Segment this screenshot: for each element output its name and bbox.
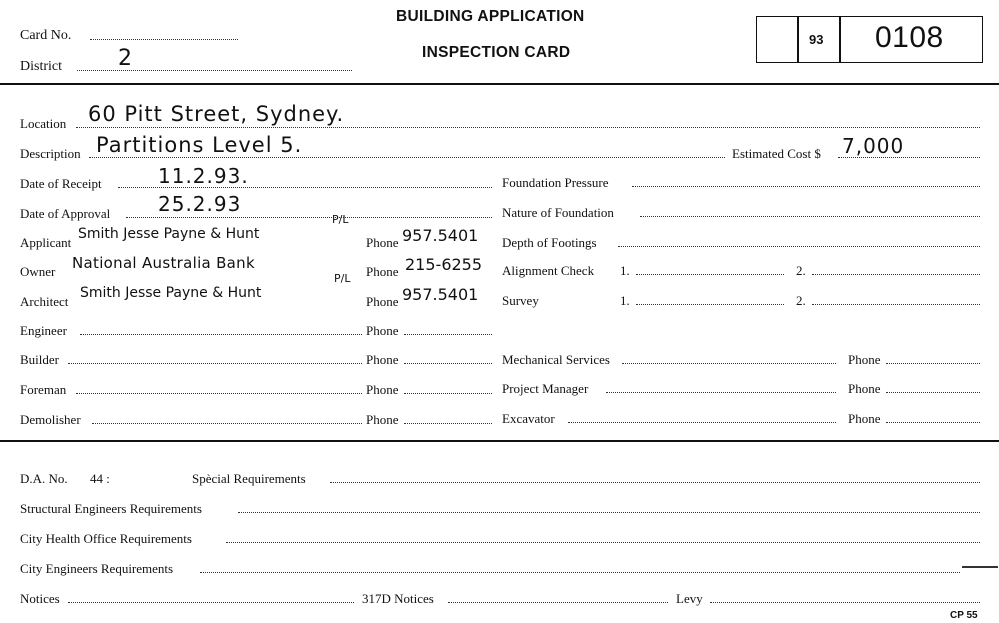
special-requirements-line	[330, 482, 980, 483]
foundation-pressure-line	[632, 186, 980, 187]
applicant-value: Smith Jesse Payne & Hunt	[78, 226, 260, 242]
alignment-check-1-label: 1.	[620, 263, 630, 278]
box-number: 0108	[875, 21, 944, 54]
description-label: Description	[20, 146, 81, 161]
alignment-check-1-line	[636, 274, 784, 275]
district-label: District	[20, 59, 62, 74]
description-line	[89, 157, 725, 158]
city-engineers-requirements-label: City Engineers Requirements	[20, 561, 174, 576]
health-requirements-label: City Health Office Requirements	[20, 531, 192, 546]
location-value: 60 Pitt Street, Sydney.	[88, 102, 345, 126]
project-manager-phone-label: Phone	[848, 381, 881, 396]
notices-317d-label: 317D Notices	[362, 591, 434, 606]
title-line-2: INSPECTION CARD	[422, 44, 571, 61]
date-approval-value: 25.2.93	[158, 192, 242, 216]
health-requirements-line	[226, 542, 980, 543]
levy-label: Levy	[676, 591, 703, 606]
location-line	[76, 127, 980, 128]
date-approval-line	[126, 217, 492, 218]
mechanical-phone-label: Phone	[848, 352, 881, 367]
mechanical-line	[622, 363, 836, 364]
divider-bottom	[0, 440, 999, 442]
alignment-check-2-label: 2.	[796, 263, 806, 278]
mechanical-phone-line	[886, 363, 980, 364]
alignment-check-2-line	[812, 274, 980, 275]
card-no-line	[90, 39, 238, 40]
demolisher-phone-line	[404, 423, 492, 424]
nature-foundation-line	[640, 216, 980, 217]
description-value: Partitions Level 5.	[96, 133, 303, 157]
levy-line	[710, 602, 980, 603]
notices-line	[68, 602, 354, 603]
date-approval-label: Date of Approval	[20, 206, 111, 221]
project-manager-line	[606, 392, 836, 393]
alignment-check-label: Alignment Check	[502, 263, 595, 278]
survey-1-line	[636, 304, 784, 305]
architect-phone-value: 957.5401	[402, 285, 479, 304]
architect-phone-label: Phone	[366, 294, 399, 309]
box-divider-2	[839, 17, 841, 62]
district-value: 2	[118, 46, 133, 71]
architect-value: Smith Jesse Payne & Hunt	[80, 285, 262, 301]
excavator-line	[568, 422, 836, 423]
box-divider-1	[797, 17, 799, 62]
demolisher-label: Demolisher	[20, 412, 81, 427]
title-line-1: BUILDING APPLICATION	[396, 8, 585, 25]
survey-2-line	[812, 304, 980, 305]
structural-requirements-label: Structural Engineers Requirements	[20, 501, 202, 516]
owner-phone-label: Phone	[366, 264, 399, 279]
foreman-label: Foreman	[20, 382, 67, 397]
depth-footings-line	[618, 246, 980, 247]
card-no-label: Card No.	[20, 28, 72, 43]
architect-note: P/L	[334, 272, 351, 285]
card-number-box	[756, 16, 983, 63]
survey-1-label: 1.	[620, 293, 630, 308]
demolisher-line	[92, 423, 362, 424]
excavator-label: Excavator	[502, 411, 555, 426]
owner-label: Owner	[20, 264, 56, 279]
notices-317d-line	[448, 602, 668, 603]
foundation-pressure-label: Foundation Pressure	[502, 175, 609, 190]
applicant-label: Applicant	[20, 235, 72, 250]
excavator-phone-label: Phone	[848, 411, 881, 426]
da-no-label: D.A. No.	[20, 471, 68, 486]
architect-label: Architect	[20, 294, 69, 309]
divider-top	[0, 83, 999, 85]
margin-mark	[962, 566, 998, 568]
form-code: CP 55	[950, 610, 978, 621]
engineer-phone-label: Phone	[366, 323, 399, 338]
owner-phone-value: 215-6255	[405, 255, 483, 274]
special-requirements-label: Spècial Requirements	[192, 471, 306, 486]
engineer-phone-line	[404, 334, 492, 335]
da-no-value: 44 :	[90, 471, 110, 486]
estimated-cost-label: Estimated Cost $	[732, 146, 821, 161]
builder-label: Builder	[20, 352, 59, 367]
builder-line	[68, 363, 362, 364]
foreman-phone-line	[404, 393, 492, 394]
owner-value: National Australia Bank	[72, 254, 255, 272]
survey-2-label: 2.	[796, 293, 806, 308]
city-engineers-requirements-line	[200, 572, 960, 573]
nature-foundation-label: Nature of Foundation	[502, 205, 614, 220]
applicant-note: P/L	[332, 213, 349, 226]
structural-requirements-line	[238, 512, 980, 513]
foreman-phone-label: Phone	[366, 382, 399, 397]
notices-label: Notices	[20, 591, 60, 606]
location-label: Location	[20, 116, 67, 131]
project-manager-phone-line	[886, 392, 980, 393]
demolisher-phone-label: Phone	[366, 412, 399, 427]
estimated-cost-value: 7,000	[842, 134, 905, 158]
survey-label: Survey	[502, 293, 539, 308]
applicant-phone-value: 957.5401	[402, 226, 479, 245]
foreman-line	[76, 393, 362, 394]
engineer-label: Engineer	[20, 323, 67, 338]
builder-phone-label: Phone	[366, 352, 399, 367]
builder-phone-line	[404, 363, 492, 364]
depth-footings-label: Depth of Footings	[502, 235, 597, 250]
excavator-phone-line	[886, 422, 980, 423]
date-receipt-value: 11.2.93.	[158, 164, 249, 188]
engineer-line	[80, 334, 362, 335]
box-prefix: 93	[809, 32, 824, 47]
mechanical-label: Mechanical Services	[502, 352, 610, 367]
project-manager-label: Project Manager	[502, 381, 589, 396]
date-receipt-label: Date of Receipt	[20, 176, 102, 191]
applicant-phone-label: Phone	[366, 235, 399, 250]
